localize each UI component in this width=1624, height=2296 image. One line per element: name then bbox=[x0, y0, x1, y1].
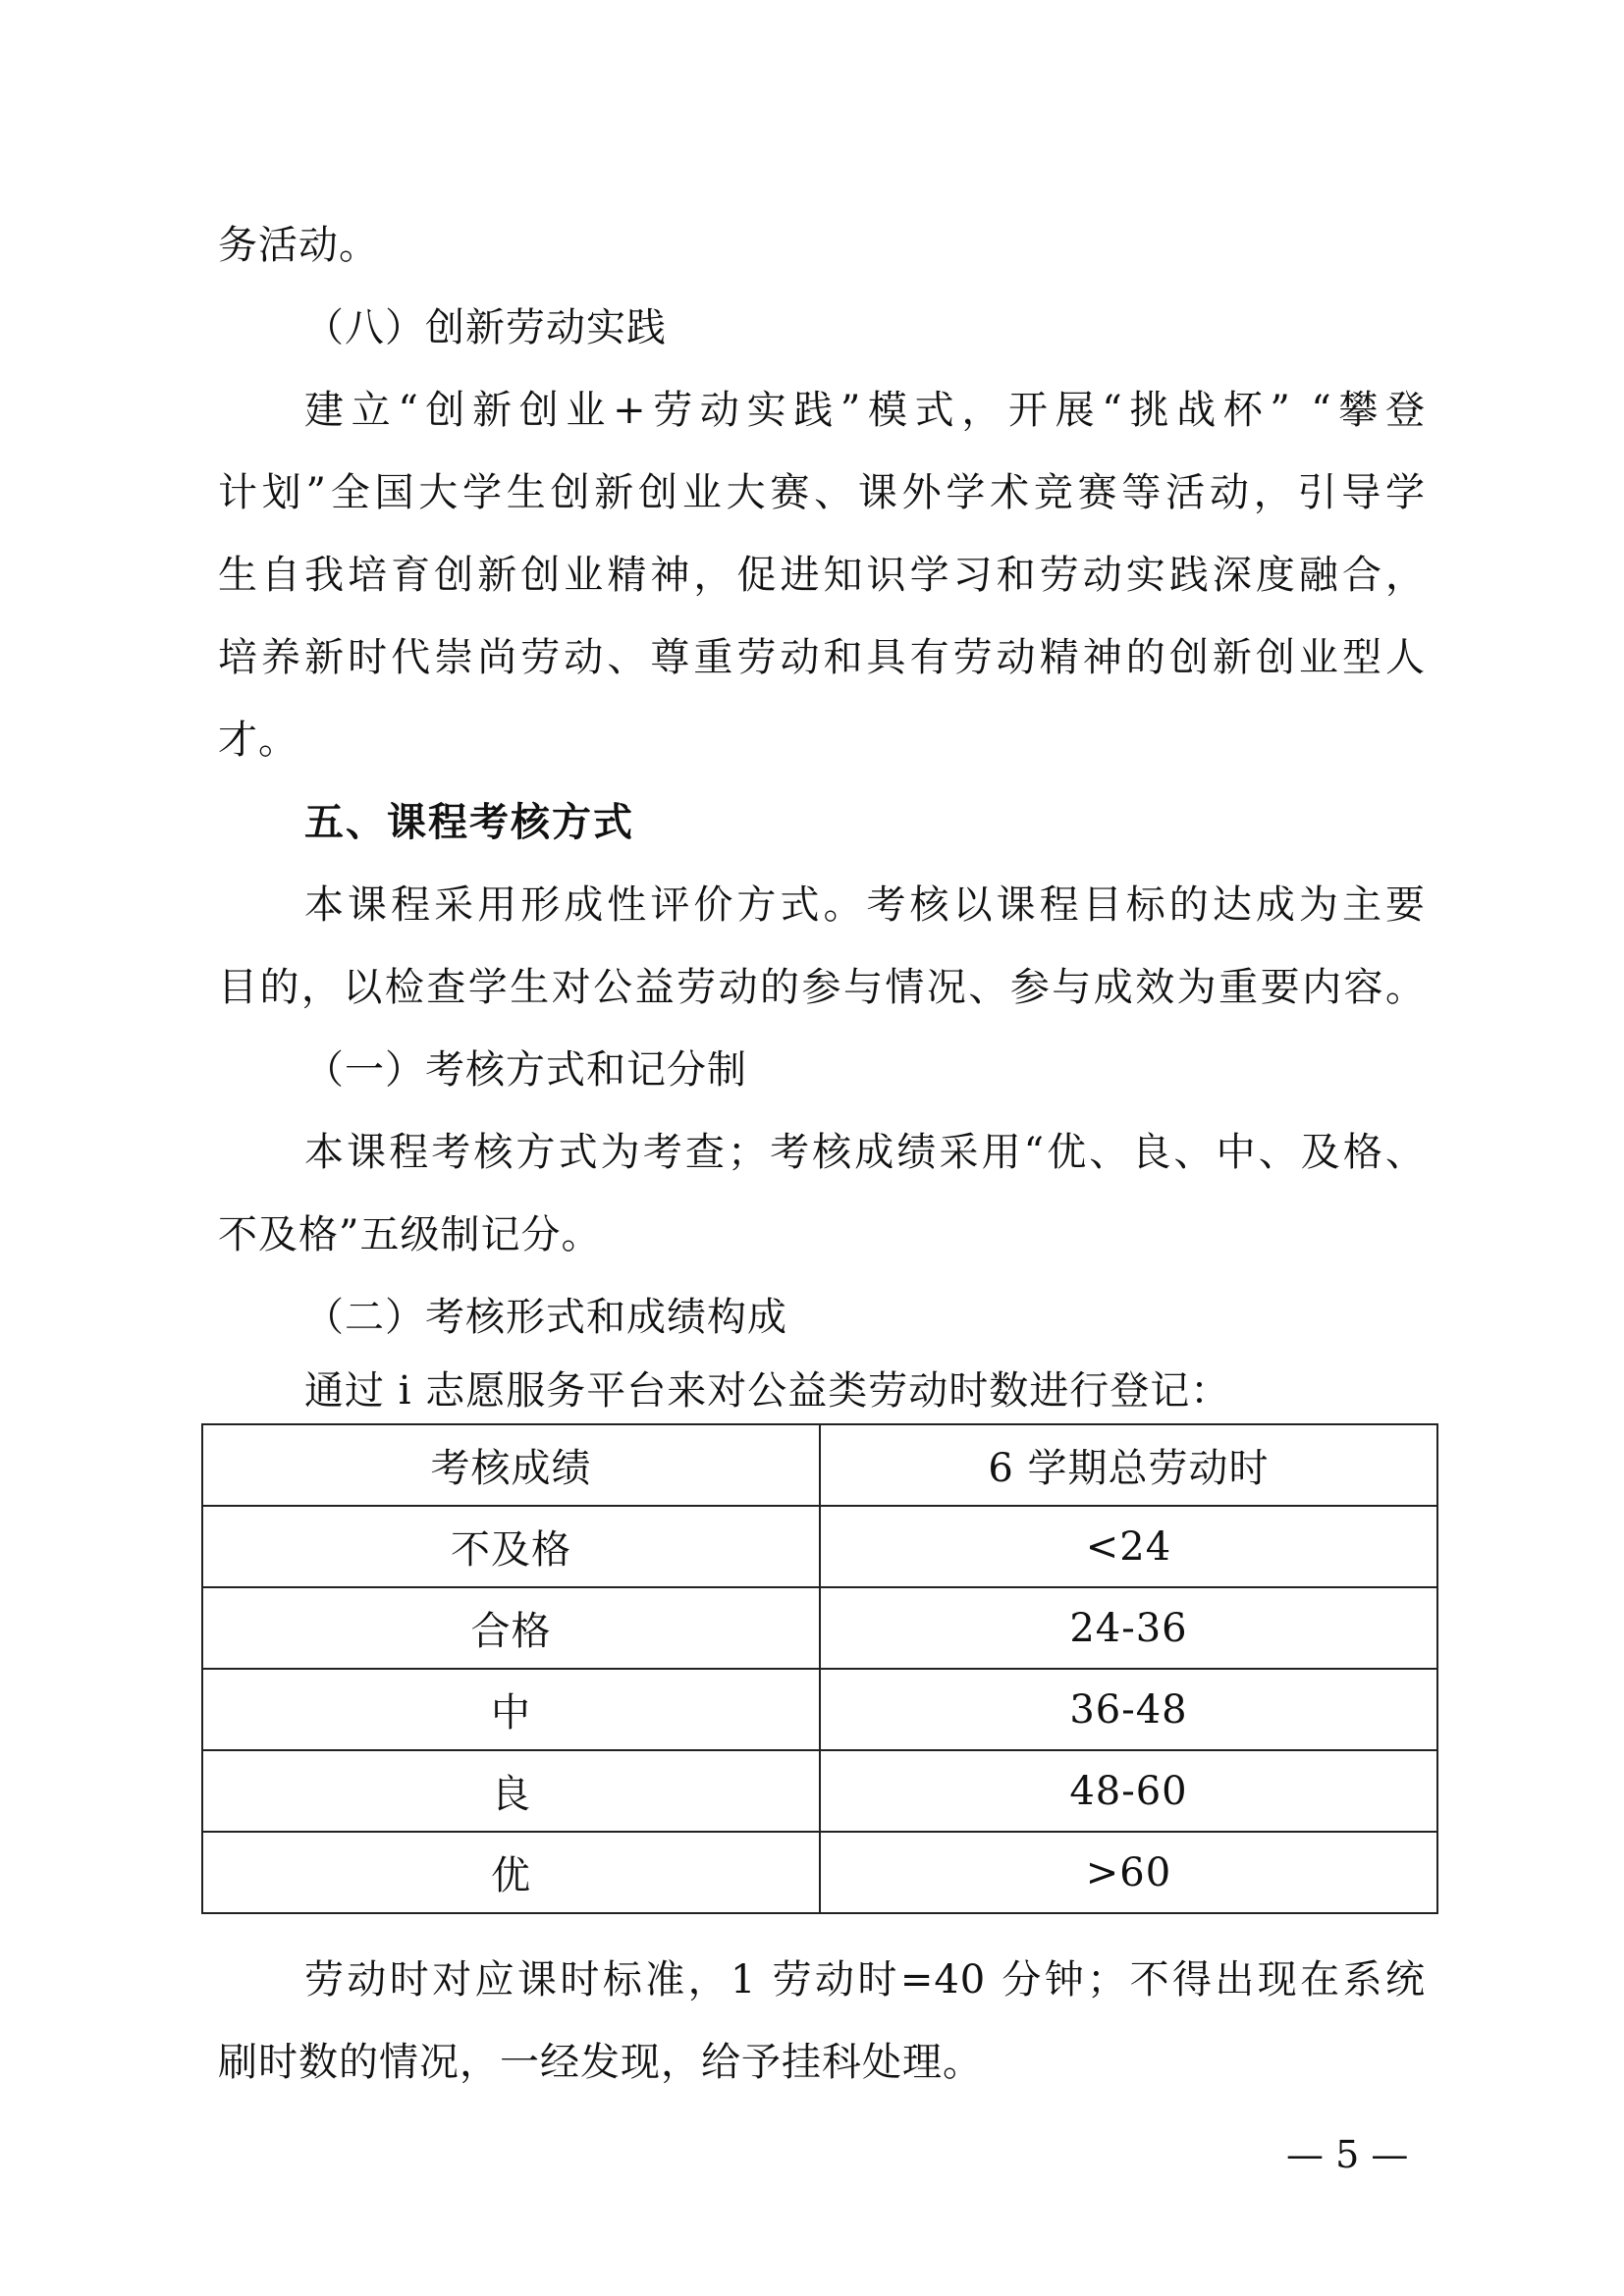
table-cell-hours: 24-36 bbox=[820, 1587, 1437, 1669]
paragraph-line: 培养新时代崇尚劳动、尊重劳动和具有劳动精神的创新创业型人 bbox=[218, 635, 1426, 680]
grade-hours-table bbox=[201, 1423, 1438, 1914]
table-header-row bbox=[202, 1424, 1437, 1506]
paragraph-line: 建立“创新创业+劳动实践”模式，开展“挑战杯” “攀登 bbox=[304, 388, 1426, 433]
table-cell-hours: 48-60 bbox=[820, 1750, 1437, 1832]
table-cell-grade: 中 bbox=[202, 1669, 820, 1750]
table-cell-hours: 36-48 bbox=[820, 1669, 1437, 1750]
table-cell-grade: 不及格 bbox=[202, 1506, 820, 1587]
table-row bbox=[202, 1832, 1437, 1913]
paragraph-line: 务活动。 bbox=[218, 223, 379, 268]
subsection-heading-innovation-labor: （八）创新劳动实践 bbox=[304, 305, 667, 350]
table-row bbox=[202, 1669, 1437, 1750]
section-heading-assessment: 五、课程考核方式 bbox=[304, 800, 634, 845]
table-row bbox=[202, 1587, 1437, 1669]
paragraph-line: 本课程采用形成性评价方式。考核以课程目标的达成为主要 bbox=[304, 882, 1426, 928]
paragraph-line: 通过 i 志愿服务平台来对公益类劳动时数进行登记： bbox=[304, 1368, 1231, 1414]
table-cell-hours: <24 bbox=[820, 1506, 1437, 1587]
paragraph-line: 生自我培育创新创业精神，促进知识学习和劳动实践深度融合， bbox=[218, 553, 1426, 598]
table-cell-grade: 良 bbox=[202, 1750, 820, 1832]
paragraph-line: 不及格”五级制记分。 bbox=[218, 1212, 602, 1257]
paragraph-line: 目的，以检查学生对公益劳动的参与情况、参与成效为重要内容。 bbox=[218, 965, 1426, 1010]
paragraph-line: 本课程考核方式为考查；考核成绩采用“优、良、中、及格、 bbox=[304, 1130, 1426, 1175]
paragraph-line: 劳动时对应课时标准，1 劳动时=40 分钟；不得出现在系统 bbox=[304, 1957, 1426, 2002]
table-row bbox=[202, 1506, 1437, 1587]
subsection-heading-scoring: （一）考核方式和记分制 bbox=[304, 1047, 747, 1093]
table-row bbox=[202, 1750, 1437, 1832]
paragraph-line: 刷时数的情况，一经发现，给予挂科处理。 bbox=[218, 2040, 983, 2085]
table-cell-grade: 优 bbox=[202, 1832, 820, 1913]
table-cell-grade: 合格 bbox=[202, 1587, 820, 1669]
page-number: — 5 — bbox=[1286, 2133, 1409, 2176]
table-cell-hours: >60 bbox=[820, 1832, 1437, 1913]
paragraph-line: 才。 bbox=[218, 718, 298, 763]
paragraph-line: 计划”全国大学生创新创业大赛、课外学术竞赛等活动，引导学 bbox=[218, 470, 1426, 515]
table-header-grade: 考核成绩 bbox=[202, 1424, 820, 1506]
subsection-heading-composition: （二）考核形式和成绩构成 bbox=[304, 1295, 787, 1340]
table-header-hours: 6 学期总劳动时 bbox=[820, 1424, 1437, 1506]
